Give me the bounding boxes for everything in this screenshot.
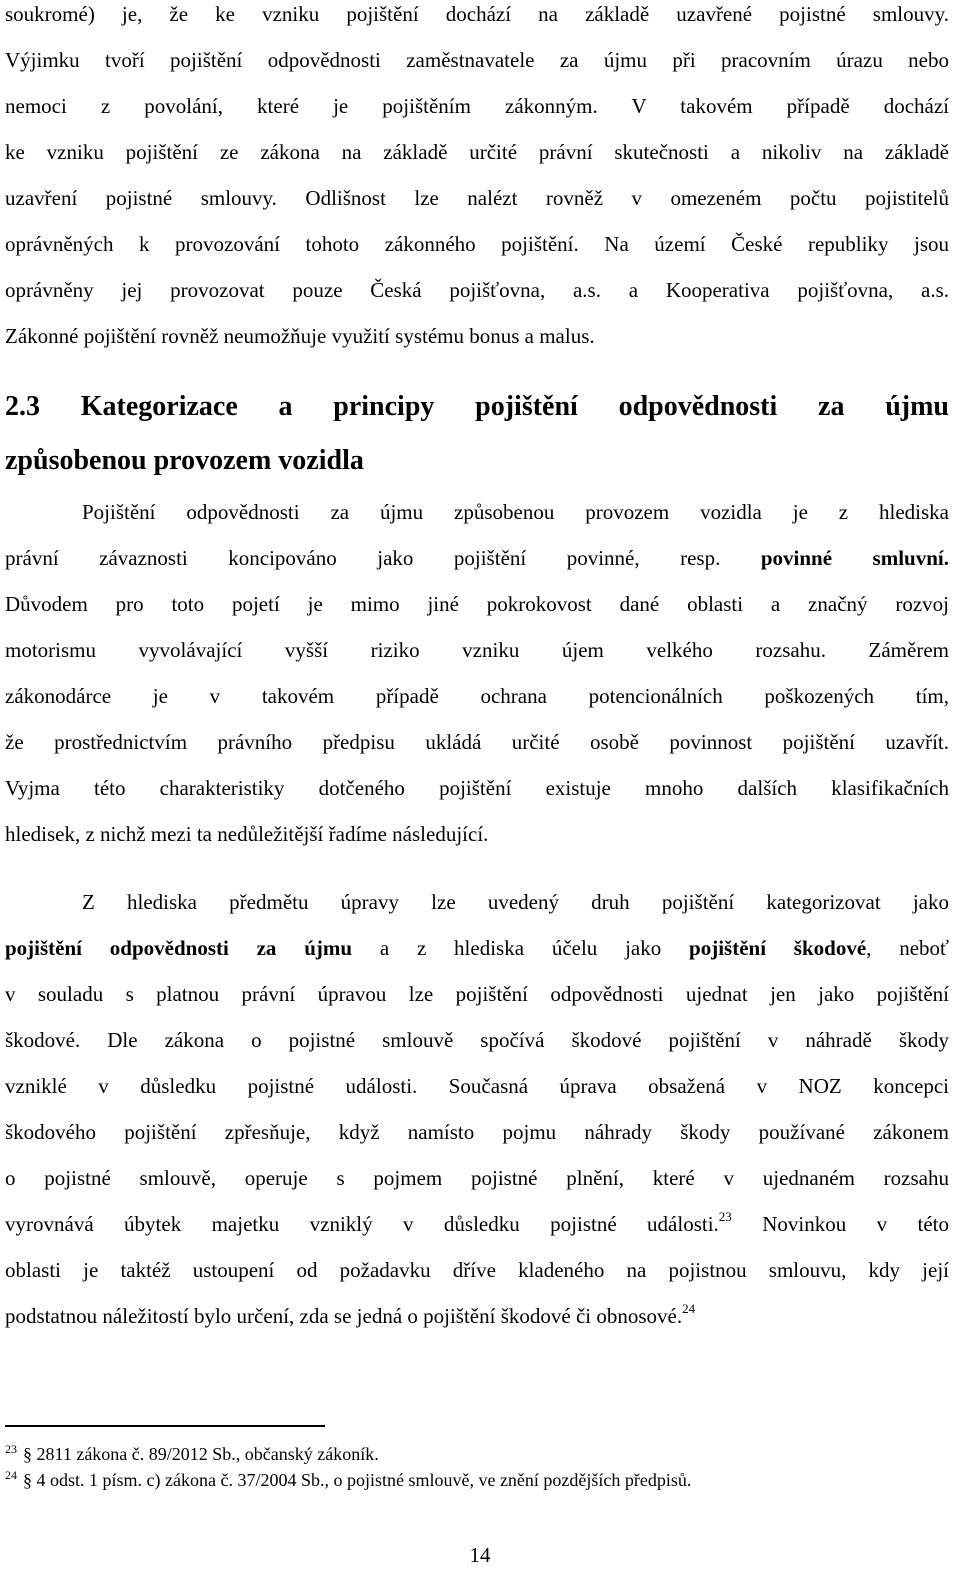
paragraph-line: soukromé) je, že ke vzniku pojištění dochází na základě uzavřené pojistné smlouvy. [5,2,949,26]
text-span: , neboť [866,936,949,960]
footnote-separator [5,1425,325,1427]
text-span: právní závaznosti koncipováno jako pojištění povinné, resp. [5,546,721,570]
paragraph-line: nemoci z povolání, které je pojištěním zákonným. V takovém případě dochází [5,94,949,118]
paragraph-line: Zákonné pojištění rovněž neumožňuje využití systému bonus a malus. [5,324,595,348]
paragraph-line [5,544,949,572]
footnote-23 [5,1443,379,1467]
paragraph-line: oprávněných k provozování tohoto zákonného pojištění. Na území České republiky jsou [5,232,949,256]
footnote-text: 2811 zákona č. 89/2012 Sb., občanský zákoník. [36,1444,379,1464]
paragraph-line [5,1210,949,1238]
section-sign-icon: § [23,1470,32,1490]
text-span: Novinkou v této [731,1212,949,1236]
paragraph-line: Vyjma této charakteristiky dotčeného pojištění existuje mnoho dalších klasifikačních [5,776,949,800]
bold-term: pojištění škodové [689,936,867,960]
paragraph-line: motorismu vyvolávající vyšší riziko vzniku újem velkého rozsahu. Záměrem [5,638,949,662]
paragraph-line: oblasti je taktéž ustoupení od požadavku dříve kladeného na pojistnou smlouvu, kdy její [5,1258,949,1282]
paragraph-line: v souladu s platnou právní úpravou lze pojištění odpovědnosti ujednat jen jako pojištění [5,982,949,1006]
paragraph-line: oprávněny jej provozovat pouze Česká pojišťovna, a.s. a Kooperativa pojišťovna, a.s. [5,278,949,302]
paragraph-line: škodové. Dle zákona o pojistné smlouvě spočívá škodové pojištění v náhradě škody [5,1028,949,1052]
page-number: 14 [469,1543,491,1567]
paragraph-line: uzavření pojistné smlouvy. Odlišnost lze nalézt rovněž v omezeném počtu pojistitelů [5,186,949,210]
section-heading-line-1: 2.3 Kategorizace a principy pojištění odpovědnosti za újmu [5,391,949,422]
paragraph-line: zákonodárce je v takovém případě ochrana potencionálních poškozených tím, [5,684,949,708]
paragraph-line: Pojištění odpovědnosti za újmu způsobenou provozem vozidla je z hlediska [82,500,949,524]
footnote-24 [5,1469,691,1493]
section-sign-icon: § [23,1444,32,1464]
bold-term: povinné smluvní. [760,546,949,570]
paragraph-line: že prostřednictvím právního předpisu ukládá určité osobě povinnost pojištění uzavřít. [5,730,949,754]
footnote-number: 23 [5,1442,17,1456]
paragraph-line [5,934,949,962]
text-span: vyrovnává úbytek majetku vzniklý v důsledku pojistné události. [5,1212,719,1236]
paragraph-line [5,1302,949,1330]
footnote-text: 4 odst. 1 písm. c) zákona č. 37/2004 Sb., o pojistné smlouvě, ve znění pozdějších předpisů. [36,1470,692,1490]
paragraph-line: ke vzniku pojištění ze zákona na základě určité právní skutečnosti a nikoliv na základě [5,140,949,164]
footnote-ref-24[interactable]: 24 [682,1301,696,1316]
paragraph-line: Důvodem pro toto pojetí je mimo jiné pokrokovost dané oblasti a značný rozvoj [5,592,949,616]
text-span: podstatnou náležitostí bylo určení, zda se jedná o pojištění škodové či obnosové. [5,1304,683,1328]
section-heading-line-2: způsobenou provozem vozidla [5,445,364,476]
paragraph-line: hledisek, z nichž mezi ta nedůležitější řadíme následující. [5,822,489,846]
paragraph-line: Výjimku tvoří pojištění odpovědnosti zaměstnavatele za újmu při pracovním úrazu nebo [5,48,949,72]
bold-term: pojištění odpovědnosti za újmu [5,936,353,960]
paragraph-line: škodového pojištění zpřesňuje, když namísto pojmu náhrady škody používané zákonem [5,1120,949,1144]
footnote-ref-23[interactable]: 23 [718,1209,732,1224]
paragraph-line: vzniklé v důsledku pojistné události. Současná úprava obsažená v NOZ koncepci [5,1074,949,1098]
paragraph-line: Z hlediska předmětu úpravy lze uvedený druh pojištění kategorizovat jako [82,890,949,914]
paragraph-line: o pojistné smlouvě, operuje s pojmem pojistné plnění, které v ujednaném rozsahu [5,1166,949,1190]
text-span: a z hlediska účelu jako [352,936,690,960]
footnote-number: 24 [5,1468,17,1482]
